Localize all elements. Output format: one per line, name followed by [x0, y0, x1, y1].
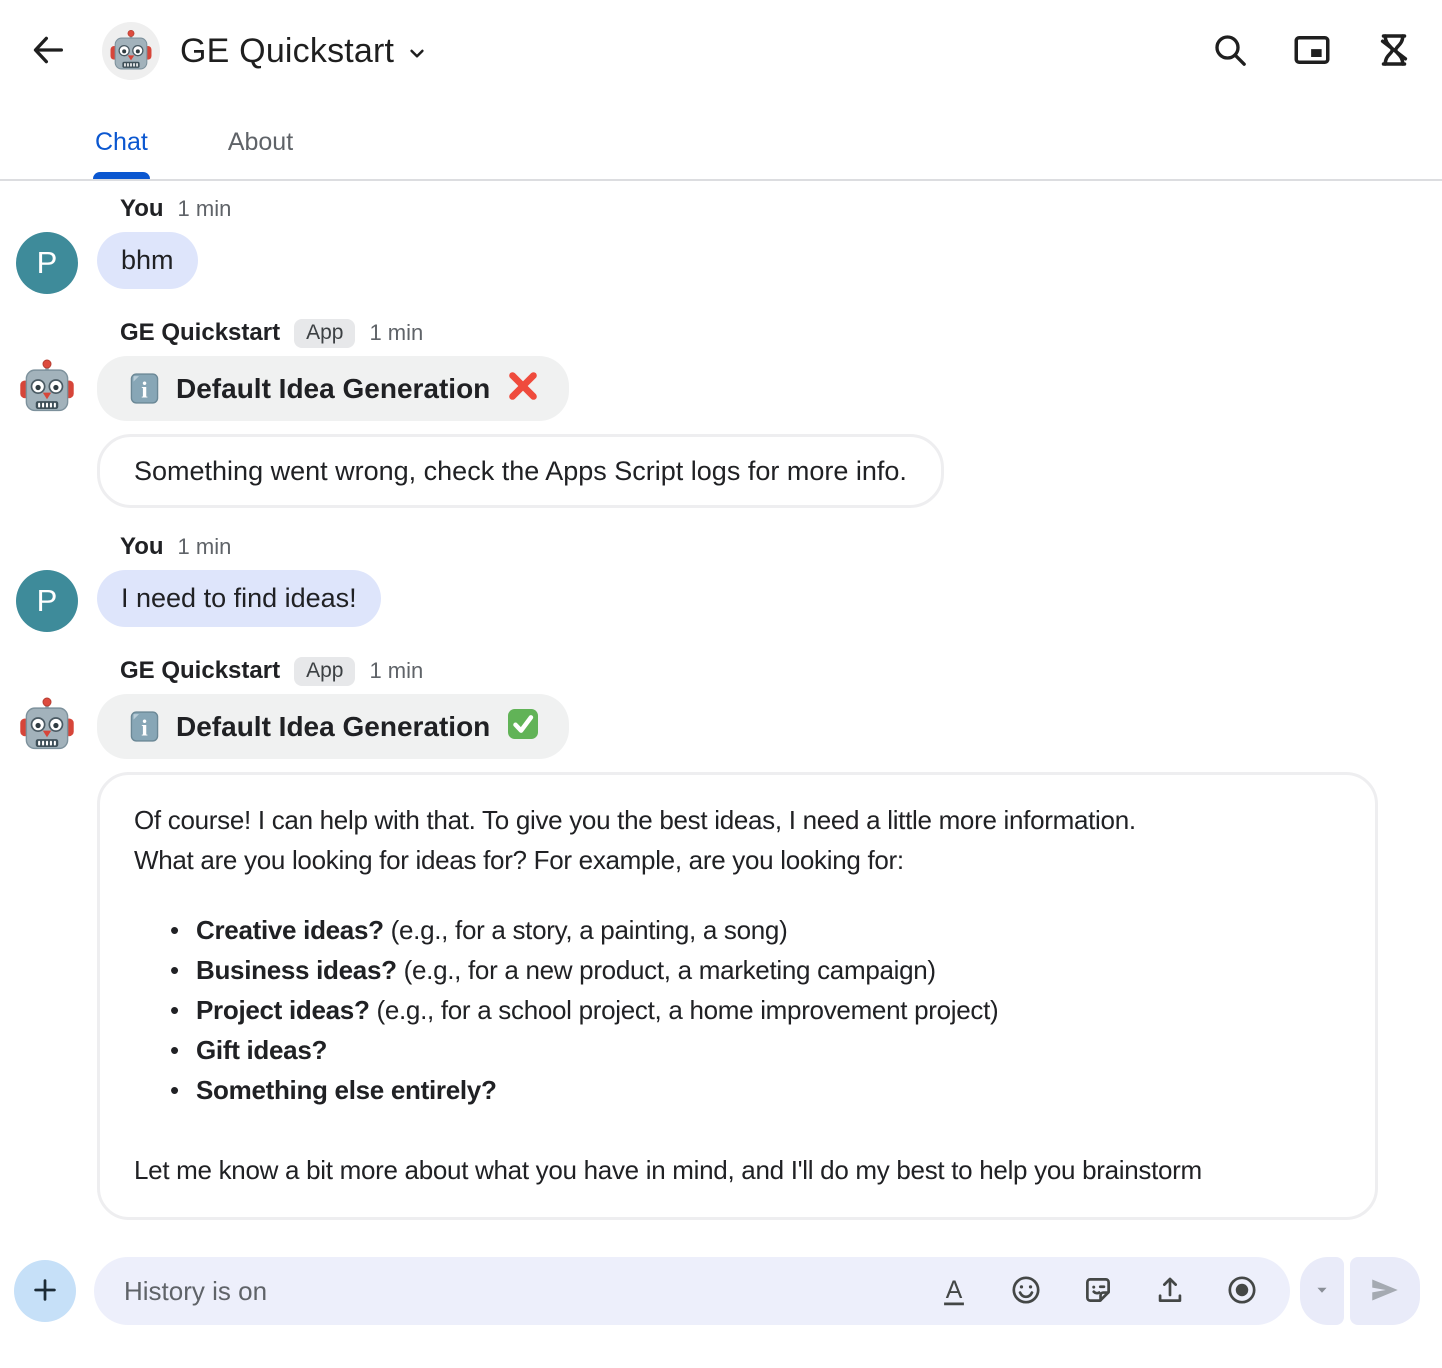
timestamp: 1 min [369, 320, 424, 345]
list-item: • Project ideas? (e.g., for a school project, a home improvement project) [134, 990, 1347, 1030]
header-actions [1204, 25, 1420, 77]
pip-button[interactable] [1286, 25, 1338, 77]
user-avatar: P [16, 232, 78, 294]
tab-about[interactable] [228, 128, 293, 179]
compose-actions [936, 1273, 1260, 1309]
app-badge: App [294, 657, 355, 686]
message-group-user-1 [16, 195, 1426, 294]
sticker-button[interactable] [1080, 1273, 1116, 1309]
reply-intro-line-2: What are you looking for ideas for? For example, are you looking for: [134, 845, 904, 875]
back-button[interactable] [22, 25, 74, 77]
sticker-icon [1081, 1273, 1115, 1310]
message-group-user-2 [16, 533, 1426, 632]
sender-name: GE Quickstart [120, 657, 281, 684]
tab-about-label: About [227, 128, 294, 156]
record-button[interactable] [1224, 1273, 1260, 1309]
robot-icon [17, 695, 77, 755]
timestamp: 1 min [177, 534, 232, 559]
message-input[interactable] [124, 1276, 920, 1307]
message-bubble: Something went wrong, check the Apps Script logs for more info. [97, 434, 944, 508]
conversation-title: GE Quickstart [180, 31, 395, 70]
robot-icon [108, 28, 154, 74]
user-avatar: P [16, 570, 78, 632]
workflow-title: Default Idea Generation [176, 372, 491, 404]
tab-bar [0, 102, 1442, 181]
active-tab-indicator [93, 172, 150, 179]
format-text-icon [937, 1273, 971, 1310]
workflow-title: Default Idea Generation [176, 710, 491, 742]
send-controls [1300, 1257, 1420, 1325]
sender-name: You [120, 195, 164, 222]
sender-name: GE Quickstart [120, 319, 281, 346]
chevron-down-icon[interactable] [404, 40, 430, 71]
reply-intro-line-1: Of course! I can help with that. To give you the best ideas, I need a little more information. [134, 805, 1136, 835]
upload-icon [1153, 1273, 1187, 1310]
emoji-button[interactable] [1008, 1273, 1044, 1309]
compose-bar [14, 1256, 1420, 1326]
tab-chat[interactable] [95, 128, 148, 179]
send-options-button[interactable] [1300, 1257, 1344, 1325]
tab-chat-label: Chat [95, 128, 148, 156]
search-button[interactable] [1204, 25, 1256, 77]
message-bubble [97, 772, 1378, 1220]
chevron-down-icon [1311, 1279, 1333, 1304]
format-button[interactable] [936, 1273, 972, 1309]
workflow-status-card [97, 356, 569, 421]
search-icon [1210, 30, 1250, 73]
message-list [0, 181, 1442, 1220]
send-icon [1367, 1272, 1403, 1311]
app-badge: App [294, 319, 355, 348]
record-icon [1225, 1273, 1259, 1310]
workflow-status-card [97, 694, 569, 759]
app-avatar [16, 694, 78, 756]
idea-category-list [134, 910, 1347, 1110]
message-bubble: bhm [97, 232, 198, 289]
reply-outro-line: Let me know a bit more about what you have in mind, and I'll do my best to help you brainstorm [134, 1155, 1202, 1185]
timestamp: 1 min [177, 196, 232, 221]
header [0, 0, 1442, 102]
send-button[interactable] [1350, 1257, 1420, 1325]
message-group-app-2 [16, 657, 1426, 1220]
info-icon [128, 710, 161, 743]
sender-name: You [120, 533, 164, 560]
picture-in-picture-icon [1291, 29, 1333, 74]
svg-text:A: A [945, 1276, 963, 1304]
history-toggle-icon [1373, 29, 1415, 74]
history-button[interactable] [1368, 25, 1420, 77]
app-avatar [16, 356, 78, 418]
list-item: • Something else entirely? [134, 1070, 1347, 1110]
plus-icon [30, 1275, 60, 1308]
message-bubble: I need to find ideas! [97, 570, 381, 627]
error-cross-icon [505, 368, 541, 409]
list-item: • Creative ideas? (e.g., for a story, a painting, a song) [134, 910, 1347, 950]
arrow-left-icon [28, 30, 68, 73]
emoji-icon [1009, 1273, 1043, 1310]
add-button[interactable] [14, 1260, 76, 1322]
timestamp: 1 min [369, 658, 424, 683]
message-group-app-1 [16, 319, 1426, 508]
info-icon [128, 372, 161, 405]
upload-button[interactable] [1152, 1273, 1188, 1309]
app-avatar [102, 22, 160, 80]
list-item: • Business ideas? (e.g., for a new product, a marketing campaign) [134, 950, 1347, 990]
success-check-icon [505, 706, 541, 747]
list-item: • Gift ideas? [134, 1030, 1347, 1070]
robot-icon [17, 357, 77, 417]
message-input-container [94, 1257, 1290, 1325]
